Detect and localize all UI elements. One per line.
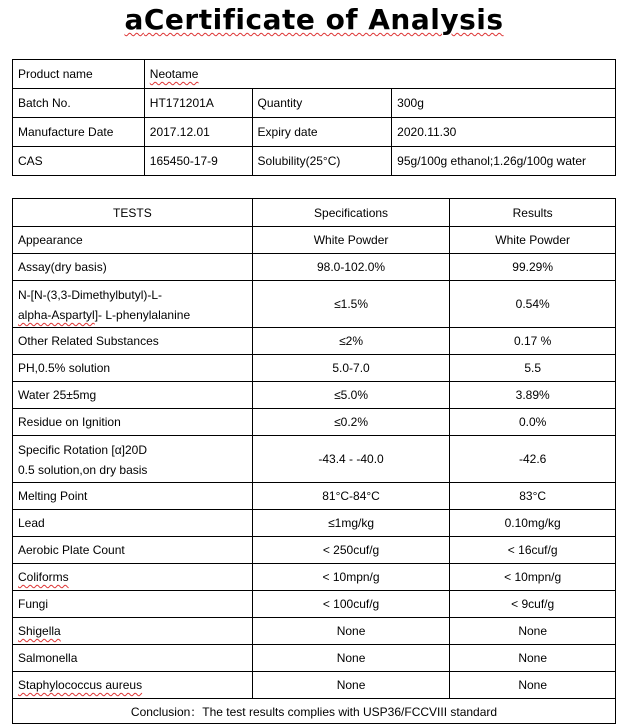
test-result: -42.6 [450, 436, 616, 483]
table-row [13, 483, 616, 510]
table-row [13, 227, 616, 254]
info-row-cas [13, 147, 616, 176]
test-name: Residue on Ignition [13, 409, 253, 436]
test-result: None [450, 672, 616, 699]
table-row [13, 564, 616, 591]
test-spec: -43.4 - -40.0 [252, 436, 450, 483]
test-spec: 98.0-102.0% [252, 254, 450, 281]
test-spec: < 10mpn/g [252, 564, 450, 591]
test-spec: ≤1mg/kg [252, 510, 450, 537]
test-result: 0.54% [450, 281, 616, 328]
test-name-marked: Staphylococcus aureus [18, 678, 143, 692]
test-name [13, 618, 253, 645]
title-prefix: a [124, 3, 144, 36]
table-row [13, 382, 616, 409]
test-result: < 16cuf/g [450, 537, 616, 564]
expiry-date-label: Expiry date [252, 118, 392, 147]
test-name: Fungi [13, 591, 253, 618]
test-name-marked: Coliforms [18, 570, 69, 584]
test-name-line1: N-[N-(3,3-Dimethylbutyl)-L- [18, 288, 163, 302]
batch-value: HT171201A [144, 89, 252, 118]
page-title [0, 0, 628, 46]
expiry-date-value: 2020.11.30 [392, 118, 616, 147]
table-row [13, 537, 616, 564]
table-row [13, 645, 616, 672]
table-row [13, 591, 616, 618]
test-name: Aerobic Plate Count [13, 537, 253, 564]
table-row [13, 672, 616, 699]
test-result: None [450, 645, 616, 672]
header-results: Results [450, 199, 616, 227]
table-row [13, 281, 616, 328]
manufacture-date-label: Manufacture Date [13, 118, 145, 147]
product-name-text: Neotame [149, 67, 199, 81]
test-result: 0.10mg/kg [450, 510, 616, 537]
test-name: Melting Point [13, 483, 253, 510]
test-result: None [450, 618, 616, 645]
info-row-dates [13, 118, 616, 147]
product-info-table [12, 59, 616, 176]
product-name-label: Product name [13, 60, 145, 89]
product-name-value [144, 60, 615, 89]
header-specifications: Specifications [252, 199, 450, 227]
conclusion-text: Conclusion：The test results complies with USP36/FCCVIII standard [13, 699, 616, 724]
test-spec: None [252, 672, 450, 699]
test-name: PH,0.5% solution [13, 355, 253, 382]
test-name: Other Related Substances [13, 328, 253, 355]
test-name-line1: Specific Rotation [α]20D [18, 443, 147, 457]
table-row [13, 355, 616, 382]
table-row [13, 328, 616, 355]
test-result: 0.0% [450, 409, 616, 436]
cas-value: 165450-17-9 [144, 147, 252, 176]
info-row-product [13, 60, 616, 89]
test-spec: ≤1.5% [252, 281, 450, 328]
test-spec: 5.0-7.0 [252, 355, 450, 382]
table-row [13, 618, 616, 645]
test-name: Lead [13, 510, 253, 537]
test-name [13, 436, 253, 483]
test-result: 5.5 [450, 355, 616, 382]
test-spec: ≤5.0% [252, 382, 450, 409]
test-spec: White Powder [252, 227, 450, 254]
header-tests: TESTS [13, 199, 253, 227]
test-name [13, 672, 253, 699]
test-name [13, 281, 253, 328]
test-spec: < 250cuf/g [252, 537, 450, 564]
test-result: 0.17 % [450, 328, 616, 355]
test-spec: None [252, 645, 450, 672]
test-name-marked: Shigella [18, 624, 61, 638]
test-spec: 81°C-84°C [252, 483, 450, 510]
test-spec: None [252, 618, 450, 645]
test-result: < 10mpn/g [450, 564, 616, 591]
test-name-line2-marked: alpha-Aspartyl [18, 308, 95, 322]
test-result: 83°C [450, 483, 616, 510]
quantity-label: Quantity [252, 89, 392, 118]
cas-label: CAS [13, 147, 145, 176]
table-row [13, 510, 616, 537]
test-name-line2: 0.5 solution,on dry basis [18, 463, 148, 477]
tests-table [12, 198, 616, 724]
test-name-line2 [18, 305, 247, 325]
test-name [13, 564, 253, 591]
test-result: 3.89% [450, 382, 616, 409]
test-spec: ≤2% [252, 328, 450, 355]
title-main: Certificate of Analysis [143, 3, 504, 36]
test-result: White Powder [450, 227, 616, 254]
test-spec: ≤0.2% [252, 409, 450, 436]
table-row [13, 436, 616, 483]
conclusion-row [13, 699, 616, 724]
table-row [13, 409, 616, 436]
solubility-value: 95g/100g ethanol;1.26g/100g water [392, 147, 616, 176]
test-spec: < 100cuf/g [252, 591, 450, 618]
tests-header-row [13, 199, 616, 227]
test-result: < 9cuf/g [450, 591, 616, 618]
test-name: Appearance [13, 227, 253, 254]
test-name-line2-rest: ]- L-phenylalanine [94, 308, 191, 322]
test-result: 99.29% [450, 254, 616, 281]
batch-label: Batch No. [13, 89, 145, 118]
test-name: Assay(dry basis) [13, 254, 253, 281]
solubility-label: Solubility(25°C) [252, 147, 392, 176]
info-row-batch [13, 89, 616, 118]
table-row [13, 254, 616, 281]
test-name: Water 25±5mg [13, 382, 253, 409]
test-name: Salmonella [13, 645, 253, 672]
quantity-value: 300g [392, 89, 616, 118]
manufacture-date-value: 2017.12.01 [144, 118, 252, 147]
